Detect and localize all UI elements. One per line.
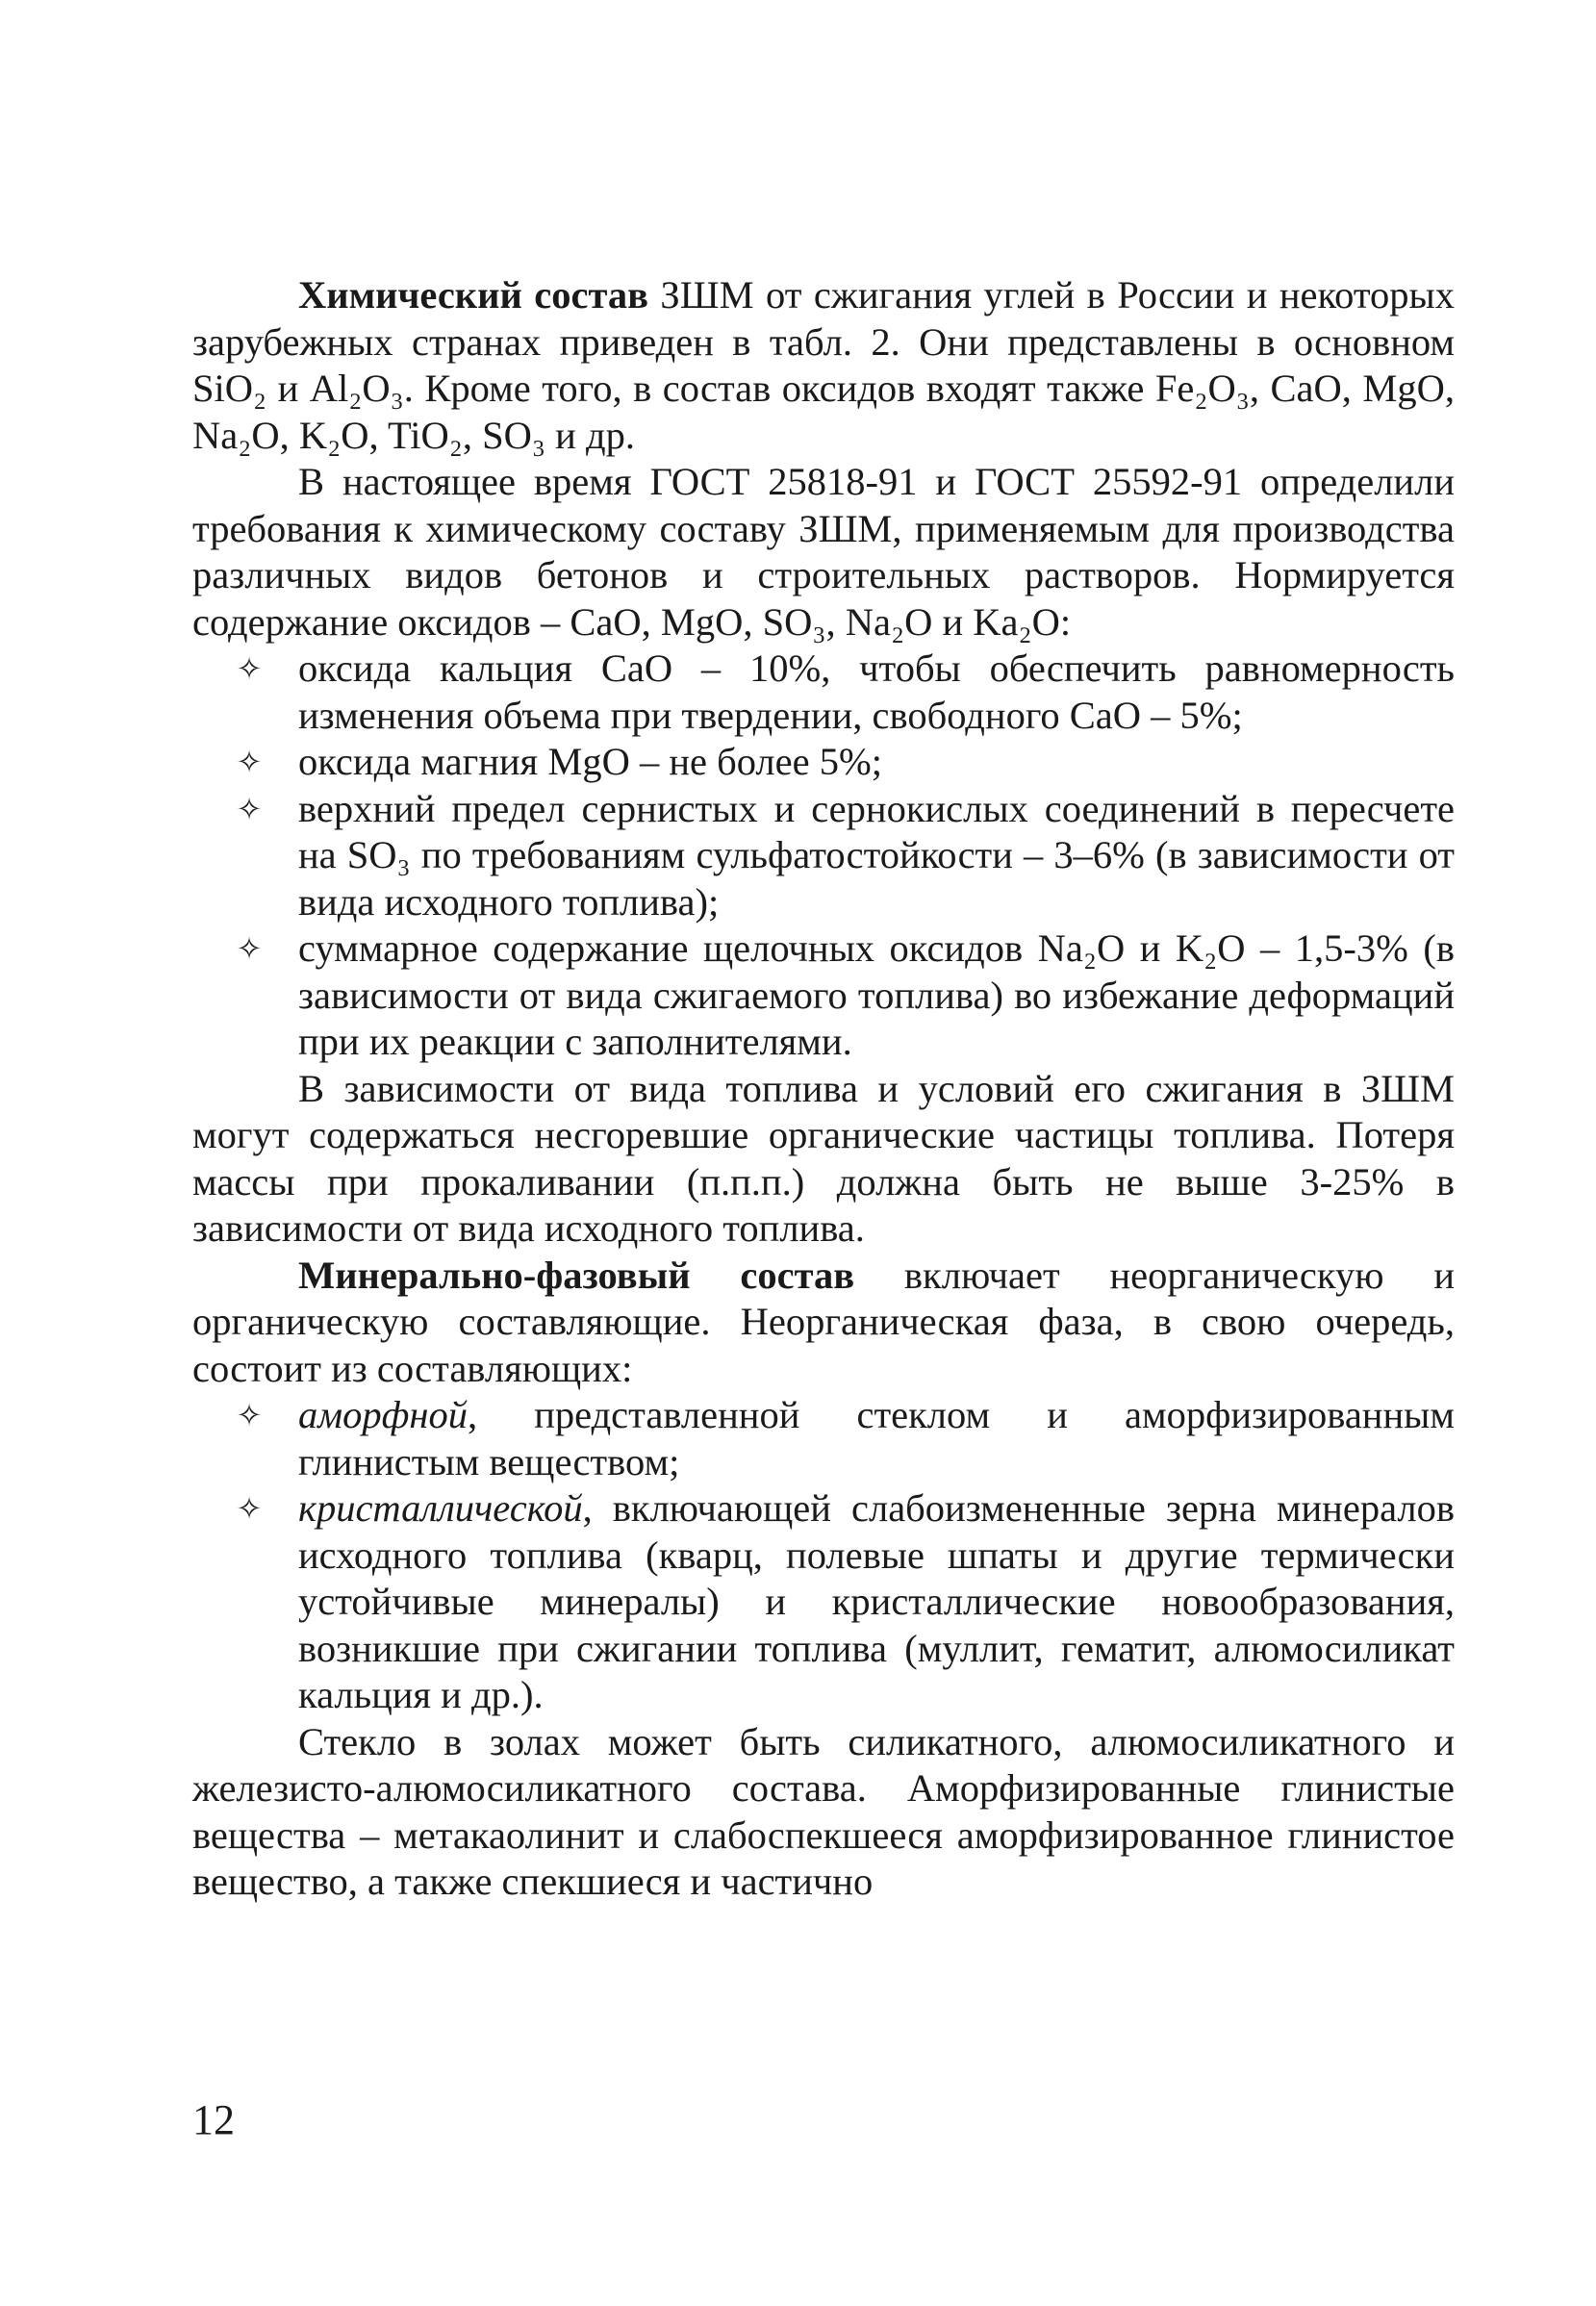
list-item xyxy=(236,646,1455,739)
list-item xyxy=(236,1485,1455,1719)
paragraph-lead: Минерально-фазовый состав xyxy=(298,1253,855,1297)
list-item xyxy=(236,786,1455,926)
list-item-text: оксида магния MgO – не более 5%; xyxy=(298,740,882,783)
bullet-icon: ✧ xyxy=(236,650,263,687)
list-item-text: суммарное содержание щелочных оксидов Na₂O и K₂O – 1,5-3% (в зависимости от вида сжигаемого топлива) во избежание деформаций при их реакции с заполнителями. xyxy=(298,926,1455,1063)
bullet-icon: ✧ xyxy=(236,790,263,827)
list-item xyxy=(236,1392,1455,1485)
bullet-icon: ✧ xyxy=(236,1397,263,1433)
bullet-icon: ✧ xyxy=(236,744,263,780)
list-item-text: , включающей слабоизмененные зерна минералов исходного топлива (кварц, полевые шпаты и другие термически устойчивые минералы) и кристаллические новообразования, возникшие при сжигании топлива (муллит, гематит, алюмосиликат кальция и др.). xyxy=(298,1486,1455,1716)
list-item-term: кристаллической xyxy=(298,1486,583,1530)
paragraph-text: ЗШМ от сжигания углей в России и некоторых зарубежных странах приведен в табл. 2. Они представлены в основном SiO₂ и Al₂O₃. Кроме того, в состав оксидов входят также Fe₂O₃, CaO, MgO, Na₂O, K₂O, TiO₂, SO₃ и др. xyxy=(192,273,1455,457)
paragraph-mineral-phase xyxy=(192,1253,1455,1393)
paragraph-gost-requirements: В настоящее время ГОСТ 25818-91 и ГОСТ 25592-91 определили требования к химическому составу ЗШМ, применяемым для производства различных видов бетонов и строительных растворов. Нормируется содержание оксидов – CaO, MgO, SO₃, Na₂O и Ka₂O: xyxy=(192,460,1455,644)
list-item-text: оксида кальция CaO – 10%, чтобы обеспечить равномерность изменения объема при твердении, свободного CaO – 5%; xyxy=(298,646,1455,737)
paragraph-chemical-composition xyxy=(192,272,1455,459)
list-item xyxy=(236,925,1455,1066)
list-item xyxy=(236,739,1455,786)
list-item-text: , представленной стеклом и аморфизированным глинистым веществом; xyxy=(298,1393,1455,1483)
list-item-text: верхний предел сернистых и сернокислых соединений в пересчете на SO₃ по требованиям сульфатостойкости – 3–6% (в зависимости от вида исходного топлива); xyxy=(298,786,1455,924)
list-item-term: аморфной xyxy=(298,1393,468,1436)
bullet-icon: ✧ xyxy=(236,930,263,967)
oxide-requirements-list xyxy=(192,646,1455,1066)
paragraph-unburnt-particles: В зависимости от вида топлива и условий его сжигания в ЗШМ могут содержаться несгоревшие органические частицы топлива. Потеря массы при прокаливании (п.п.п.) должна быть не выше 3-25% в зависимости от вида исходного топлива. xyxy=(192,1066,1455,1250)
paragraph-glass: Стекло в золах может быть силикатного, алюмосиликатного и железисто-алюмосиликатного состава. Аморфизированные глинистые вещества – метакаолинит и слабоспекшееся аморфизированное глинистое вещество, а также спекшиеся и частично xyxy=(192,1719,1455,1903)
paragraph-lead: Химический состав xyxy=(298,273,648,317)
phase-components-list xyxy=(192,1392,1455,1719)
bullet-icon: ✧ xyxy=(236,1490,263,1527)
paragraph-text: включает неорганическую и органическую составляющие. Неорганическая фаза, в свою очередь, состоит из составляющих: xyxy=(192,1253,1455,1390)
page-number: 12 xyxy=(192,2096,235,2143)
page-body xyxy=(192,272,1455,1906)
